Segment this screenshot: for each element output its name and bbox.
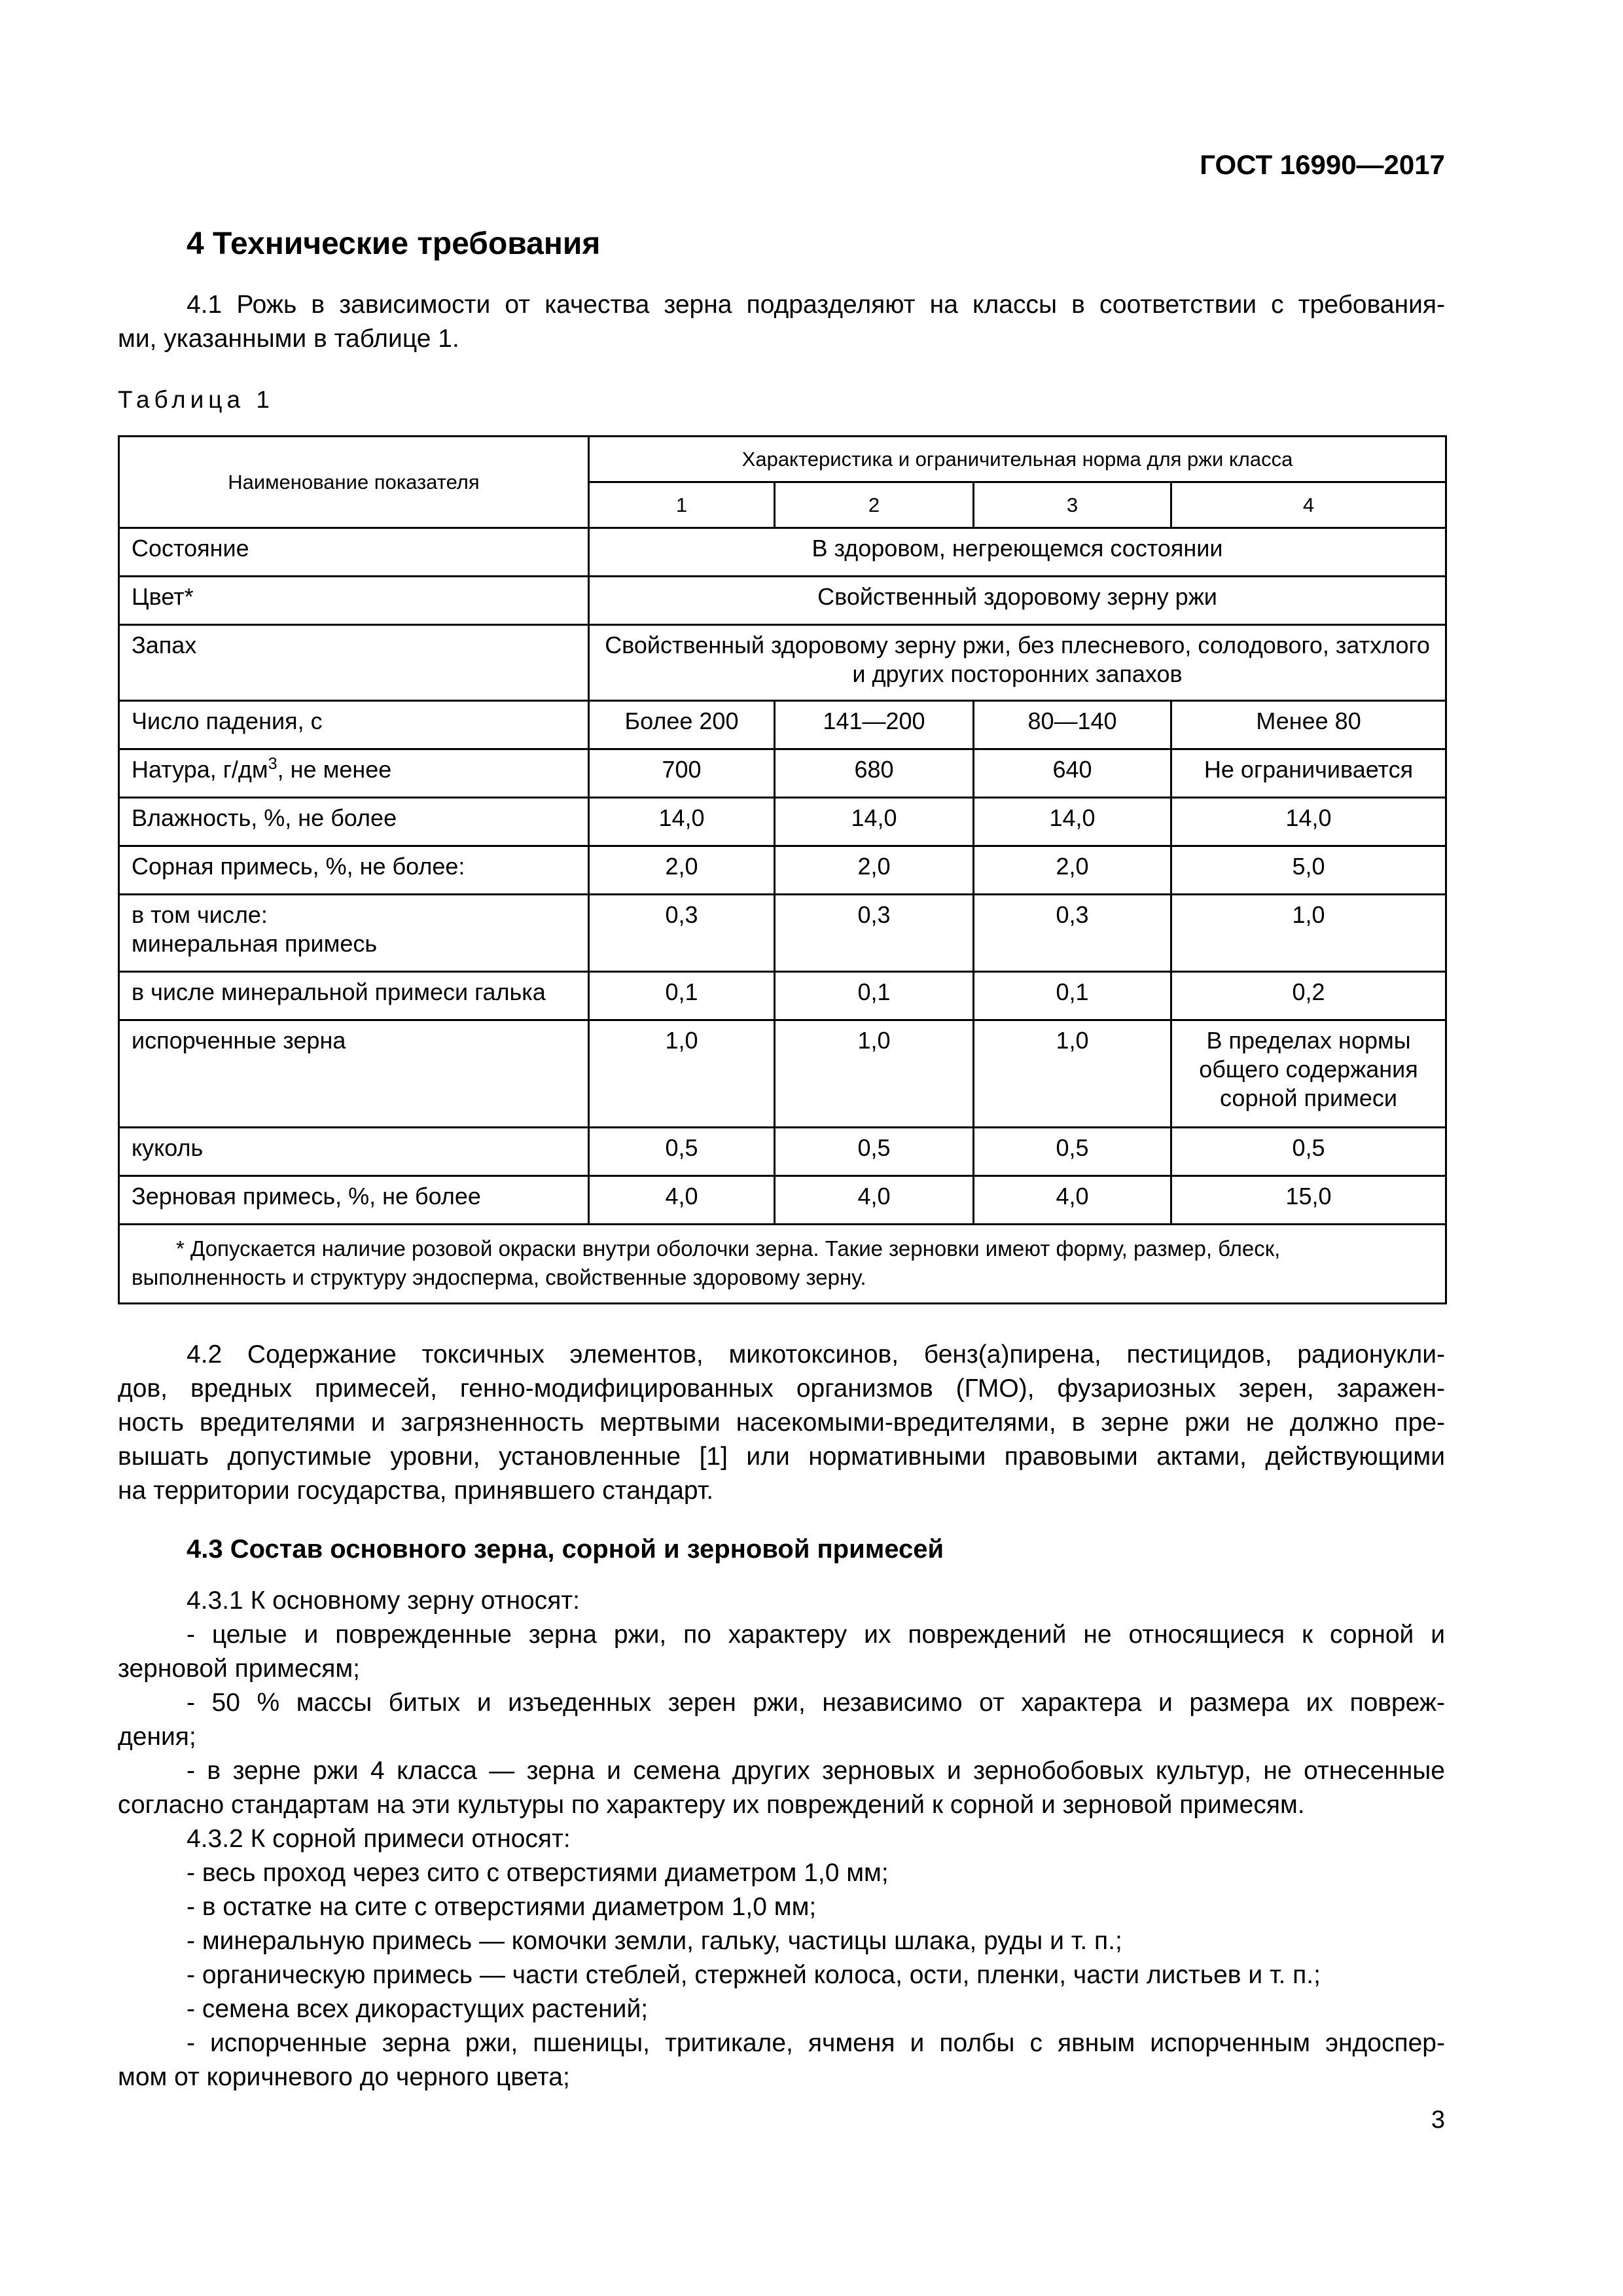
table-row bbox=[119, 749, 1446, 798]
table-caption: Таблица 1 bbox=[118, 386, 274, 413]
table-row bbox=[119, 846, 1446, 895]
table-row bbox=[119, 528, 1446, 577]
list-item-line: мом от коричневого до черного цвета; bbox=[118, 2063, 570, 2091]
cell-class-4: 15,0 bbox=[1171, 1176, 1446, 1225]
paragraph-line: дов, вредных примесей, генно-модифицированных организмов (ГМО), фузариозных зерен, заражен- bbox=[118, 1374, 1445, 1403]
table-footnote bbox=[119, 1225, 1446, 1304]
row-name-text: Натура, г/дм bbox=[132, 756, 268, 783]
paragraph-line: вышать допустимые уровни, установленные [1] или нормативными правовыми актами, действующими bbox=[118, 1443, 1445, 1471]
cell-class-2: 4,0 bbox=[775, 1176, 974, 1225]
header-class-3: 3 bbox=[974, 482, 1171, 528]
cell-class-1: 4,0 bbox=[589, 1176, 775, 1225]
paragraph-line: ми, указанными в таблице 1. bbox=[118, 325, 459, 353]
row-name-line: в том числе: bbox=[132, 901, 268, 928]
cell-class-4: 0,5 bbox=[1171, 1128, 1446, 1176]
list-item-line: - минеральную примесь — комочки земли, гальку, частицы шлака, руды и т. п.; bbox=[187, 1927, 1122, 1955]
table-row bbox=[119, 625, 1446, 701]
list-item-line: - 50 % массы битых и изъеденных зерен ржи, независимо от характера и размера их повреж- bbox=[187, 1689, 1445, 1717]
row-merged-value: Свойственный здоровому зерну ржи, без плесневого, солодового, затхлого и других посторонних запахов bbox=[589, 625, 1446, 701]
header-name-column: Наименование показателя bbox=[119, 437, 589, 528]
cell-class-4: Не ограничивается bbox=[1171, 749, 1446, 798]
list-item-line: - в зерне ржи 4 класса — зерна и семена других зерновых и зернобобовых культур, не отнесенные bbox=[187, 1757, 1445, 1785]
cell-class-3: 0,5 bbox=[974, 1128, 1171, 1176]
row-name: Сорная примесь, %, не более: bbox=[119, 846, 589, 895]
cell-class-3: 0,1 bbox=[974, 972, 1171, 1020]
table-row bbox=[119, 1176, 1446, 1225]
header-class-4: 4 bbox=[1171, 482, 1446, 528]
list-item-line: зерновой примесям; bbox=[118, 1655, 361, 1683]
table-header-row bbox=[119, 437, 1446, 482]
paragraph-line: на территории государства, принявшего стандарт. bbox=[118, 1477, 714, 1505]
cell-class-3: 1,0 bbox=[974, 1020, 1171, 1128]
row-name-suffix: , не менее bbox=[277, 756, 392, 783]
cell-class-3: 80—140 bbox=[974, 701, 1171, 749]
clause-line: 4.3.2 К сорной примеси относят: bbox=[187, 1825, 571, 1853]
row-name: Число падения, с bbox=[119, 701, 589, 749]
footnote-text: * Допускается наличие розовой окраски внутри оболочки зерна. Такие зерновки имеют форму, размер, блеск, выполненность и структуру эндосперма, свойственные здоровому зерну. bbox=[132, 1236, 1281, 1289]
row-name bbox=[119, 749, 589, 798]
list-item-line: - в остатке на сите с отверстиями диаметром 1,0 мм; bbox=[187, 1893, 817, 1921]
cell-line: сорной примеси bbox=[1220, 1085, 1397, 1111]
table-row bbox=[119, 577, 1446, 625]
cell-class-3: 4,0 bbox=[974, 1176, 1171, 1225]
cell-class-3: 2,0 bbox=[974, 846, 1171, 895]
cell-line: В пределах нормы bbox=[1206, 1027, 1411, 1054]
paragraph-4-1 bbox=[118, 288, 1445, 356]
row-name: куколь bbox=[119, 1128, 589, 1176]
list-item-line: согласно стандартам на эти культуры по характеру их повреждений к сорной и зерновой примесям. bbox=[118, 1791, 1305, 1819]
table-footnote-row bbox=[119, 1225, 1446, 1304]
clause-line: 4.3.1 К основному зерну относят: bbox=[187, 1587, 580, 1615]
cell-class-1: Более 200 bbox=[589, 701, 775, 749]
cell-class-4: 1,0 bbox=[1171, 895, 1446, 972]
cell-class-1: 2,0 bbox=[589, 846, 775, 895]
subsection-title: 4.3 Состав основного зерна, сорной и зерновой примесей bbox=[187, 1535, 944, 1564]
cell-line: общего содержания bbox=[1199, 1056, 1418, 1083]
cell-class-1: 1,0 bbox=[589, 1020, 775, 1128]
cell-class-2: 2,0 bbox=[775, 846, 974, 895]
table-row bbox=[119, 798, 1446, 846]
row-name-superscript: 3 bbox=[268, 755, 277, 773]
paragraph-line: ность вредителями и загрязненность мертвыми насекомыми-вредителями, в зерне ржи не должно пре- bbox=[118, 1408, 1445, 1437]
list-item-line: - целые и поврежденные зерна ржи, по характеру их повреждений не относящиеся к сорной и bbox=[187, 1621, 1445, 1649]
cell-class-2: 14,0 bbox=[775, 798, 974, 846]
table-row bbox=[119, 701, 1446, 749]
cell-class-2: 680 bbox=[775, 749, 974, 798]
cell-class-4: Менее 80 bbox=[1171, 701, 1446, 749]
row-name: Состояние bbox=[119, 528, 589, 577]
table-row bbox=[119, 895, 1446, 972]
requirements-table bbox=[118, 435, 1447, 1304]
cell-class-4: 0,2 bbox=[1171, 972, 1446, 1020]
section-4-3-body bbox=[118, 1584, 1445, 2094]
cell-class-3: 0,3 bbox=[974, 895, 1171, 972]
row-name bbox=[119, 895, 589, 972]
cell-class-3: 640 bbox=[974, 749, 1171, 798]
row-name: испорченные зерна bbox=[119, 1020, 589, 1128]
list-item-line: - органическую примесь — части стеблей, стержней колоса, ости, пленки, части листьев и т. п.; bbox=[187, 1961, 1321, 1989]
row-name: Влажность, %, не более bbox=[119, 798, 589, 846]
header-class-group: Характеристика и ограничительная норма для ржи класса bbox=[589, 437, 1446, 482]
section-title: 4 Технические требования bbox=[187, 226, 601, 261]
cell-class-2: 0,3 bbox=[775, 895, 974, 972]
paragraph-4-2 bbox=[118, 1338, 1445, 1508]
document-code: ГОСТ 16990—2017 bbox=[1200, 149, 1445, 180]
row-merged-value: В здоровом, негреющемся состоянии bbox=[589, 528, 1446, 577]
cell-class-4: 14,0 bbox=[1171, 798, 1446, 846]
cell-class-1: 14,0 bbox=[589, 798, 775, 846]
cell-class-1: 0,5 bbox=[589, 1128, 775, 1176]
cell-class-2: 1,0 bbox=[775, 1020, 974, 1128]
table-row bbox=[119, 972, 1446, 1020]
cell-class-2: 0,5 bbox=[775, 1128, 974, 1176]
row-name: Запах bbox=[119, 625, 589, 701]
row-merged-value: Свойственный здоровому зерну ржи bbox=[589, 577, 1446, 625]
cell-class-3: 14,0 bbox=[974, 798, 1171, 846]
page-number: 3 bbox=[1431, 2106, 1445, 2134]
cell-class-2: 141—200 bbox=[775, 701, 974, 749]
list-item-line: - испорченные зерна ржи, пшеницы, тритикале, ячменя и полбы с явным испорченным эндоспер- bbox=[187, 2029, 1445, 2057]
cell-class-4: 5,0 bbox=[1171, 846, 1446, 895]
cell-class-1: 0,3 bbox=[589, 895, 775, 972]
row-name: Цвет* bbox=[119, 577, 589, 625]
paragraph-line: 4.1 Рожь в зависимости от качества зерна подразделяют на классы в соответствии с требования- bbox=[187, 291, 1445, 319]
cell-class-1: 700 bbox=[589, 749, 775, 798]
table-row bbox=[119, 1020, 1446, 1128]
row-name: в числе минеральной примеси галька bbox=[119, 972, 589, 1020]
list-item-line: - семена всех дикорастущих растений; bbox=[187, 1995, 649, 2023]
list-item-line: дения; bbox=[118, 1723, 196, 1751]
header-class-2: 2 bbox=[775, 482, 974, 528]
cell-class-4 bbox=[1171, 1020, 1446, 1128]
table-row bbox=[119, 1128, 1446, 1176]
header-class-1: 1 bbox=[589, 482, 775, 528]
paragraph-line: 4.2 Содержание токсичных элементов, микотоксинов, бенз(а)пирена, пестицидов, радионукли- bbox=[187, 1340, 1445, 1369]
row-name: Зерновая примесь, %, не более bbox=[119, 1176, 589, 1225]
cell-class-2: 0,1 bbox=[775, 972, 974, 1020]
list-item-line: - весь проход через сито с отверстиями диаметром 1,0 мм; bbox=[187, 1859, 889, 1887]
cell-class-1: 0,1 bbox=[589, 972, 775, 1020]
row-name-line: минеральная примесь bbox=[132, 930, 378, 957]
